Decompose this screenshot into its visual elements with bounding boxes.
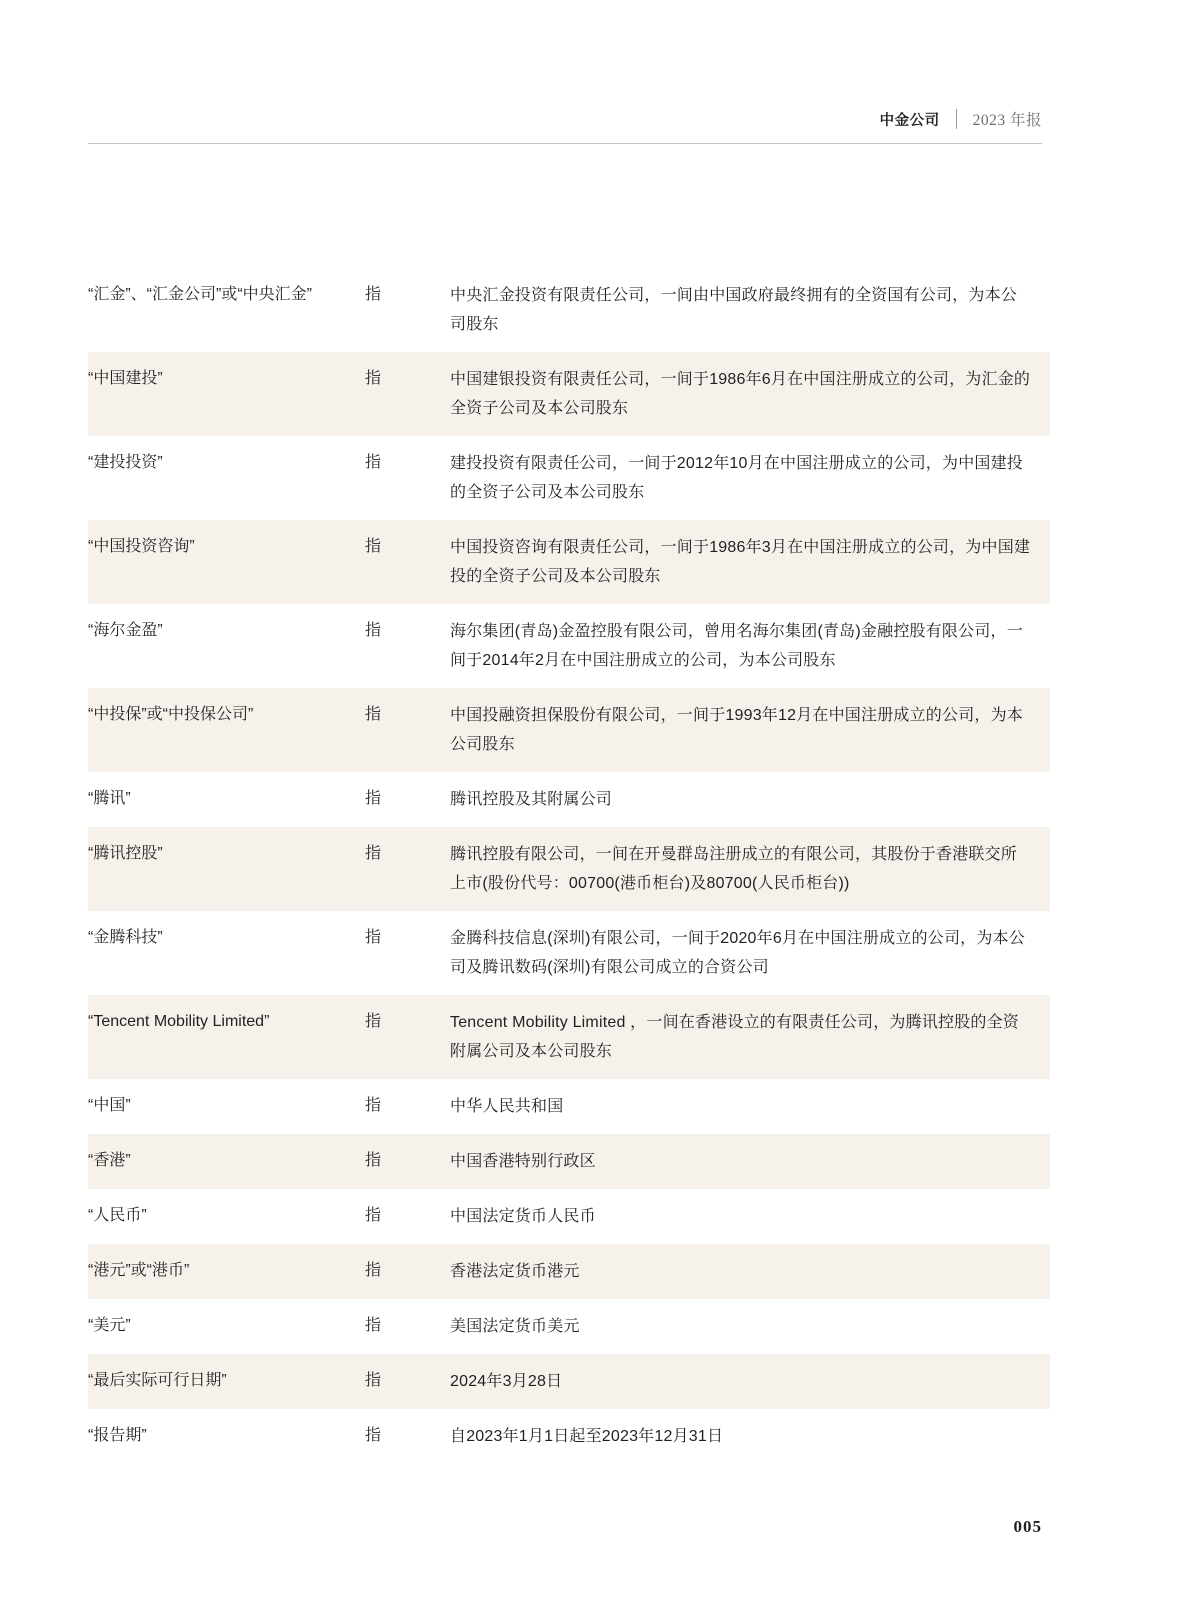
definition-description: 美国法定货币美元: [450, 1318, 580, 1335]
definition-term: “香港”: [88, 1152, 131, 1169]
definition-row: [88, 1299, 1050, 1354]
definition-description: 自2023年1月1日起至2023年12月31日: [450, 1428, 724, 1445]
definition-term: “Tencent Mobility Limited”: [88, 1013, 270, 1030]
definition-description: 腾讯控股及其附属公司: [450, 791, 613, 808]
definition-connector: 指: [365, 622, 382, 639]
definition-description: 建投投资有限责任公司，一间于2012年10月在中国注册成立的公司，为中国建投的全资子公司及本公司股东: [450, 455, 1023, 501]
definition-term: “中投保”或“中投保公司”: [88, 706, 254, 723]
definition-description: 海尔集团(青岛)金盈控股有限公司，曾用名海尔集团(青岛)金融控股有限公司，一间于2014年2月在中国注册成立的公司，为本公司股东: [450, 623, 1023, 669]
definition-description: 中国投资咨询有限责任公司，一间于1986年3月在中国注册成立的公司，为中国建投的全资子公司及本公司股东: [450, 539, 1031, 585]
definition-term: “腾讯”: [88, 790, 131, 807]
definition-connector: 指: [365, 1207, 382, 1224]
definition-connector: 指: [365, 1262, 382, 1279]
definition-description: 腾讯控股有限公司，一间在开曼群岛注册成立的有限公司，其股份于香港联交所上市(股份代号：00700(港币柜台)及80700(人民币柜台)): [450, 846, 1018, 892]
definition-connector: 指: [365, 286, 382, 303]
definition-row: [88, 772, 1050, 827]
definition-description: 中国香港特别行政区: [450, 1153, 596, 1170]
definition-description: 中国投融资担保股份有限公司，一间于1993年12月在中国注册成立的公司，为本公司股东: [450, 707, 1023, 753]
definition-description: 香港法定货币港元: [450, 1263, 580, 1280]
definition-term: “人民币”: [88, 1207, 147, 1224]
definition-term: “建投投资”: [88, 454, 163, 471]
definition-row: [88, 1409, 1050, 1464]
definition-row: [88, 1354, 1050, 1409]
definition-connector: 指: [365, 1097, 382, 1114]
definition-connector: 指: [365, 706, 382, 723]
definition-row: [88, 995, 1050, 1079]
definition-connector: 指: [365, 845, 382, 862]
definition-row: [88, 604, 1050, 688]
definition-row: [88, 352, 1050, 436]
definition-row: [88, 911, 1050, 995]
definition-row: [88, 1134, 1050, 1189]
definition-term: “最后实际可行日期”: [88, 1372, 227, 1389]
definition-row: [88, 520, 1050, 604]
definition-description: 中央汇金投资有限责任公司，一间由中国政府最终拥有的全资国有公司，为本公司股东: [450, 287, 1018, 333]
definition-row: [88, 1079, 1050, 1134]
definition-description: 中国法定货币人民币: [450, 1208, 596, 1225]
definition-term: “金腾科技”: [88, 929, 163, 946]
definition-description: 金腾科技信息(深圳)有限公司，一间于2020年6月在中国注册成立的公司，为本公司及腾讯数码(深圳)有限公司成立的合资公司: [450, 930, 1025, 976]
definition-row: [88, 688, 1050, 772]
definition-connector: 指: [365, 538, 382, 555]
header-rule: [88, 143, 1042, 144]
definition-connector: 指: [365, 1152, 382, 1169]
definition-description: 2024年3月28日: [450, 1373, 563, 1390]
definition-row: [88, 436, 1050, 520]
definition-term: “中国投资咨询”: [88, 538, 195, 555]
definition-row: [88, 827, 1050, 911]
definition-connector: 指: [365, 1372, 382, 1389]
definition-description: 中国建银投资有限责任公司，一间于1986年6月在中国注册成立的公司，为汇金的全资子公司及本公司股东: [450, 371, 1031, 417]
definition-row: [88, 1244, 1050, 1299]
definition-description: Tencent Mobility Limited ，一间在香港设立的有限责任公司，为腾讯控股的全资附属公司及本公司股东: [450, 1014, 1019, 1060]
definition-term: “海尔金盈”: [88, 622, 163, 639]
definition-connector: 指: [365, 370, 382, 387]
header-report-year: 2023 年报: [972, 112, 1042, 129]
definition-term: “中国建投”: [88, 370, 163, 387]
definition-connector: 指: [365, 790, 382, 807]
definition-term: “汇金”、“汇金公司”或“中央汇金”: [88, 286, 312, 303]
definition-row: [88, 1189, 1050, 1244]
definition-connector: 指: [365, 1013, 382, 1030]
page-number: 005: [1013, 1517, 1042, 1536]
definition-term: “美元”: [88, 1317, 131, 1334]
definition-connector: 指: [365, 454, 382, 471]
page-header: [880, 108, 1042, 130]
definition-term: “港元”或“港币”: [88, 1262, 190, 1279]
definition-connector: 指: [365, 929, 382, 946]
definition-connector: 指: [365, 1317, 382, 1334]
header-company-name: 中金公司: [879, 112, 940, 129]
definition-description: 中华人民共和国: [450, 1098, 564, 1115]
definitions-list: [88, 268, 1050, 1464]
definition-row: [88, 268, 1050, 352]
definition-term: “腾讯控股”: [88, 845, 163, 862]
definition-term: “中国”: [88, 1097, 131, 1114]
definition-term: “报告期”: [88, 1427, 147, 1444]
definition-connector: 指: [365, 1427, 382, 1444]
